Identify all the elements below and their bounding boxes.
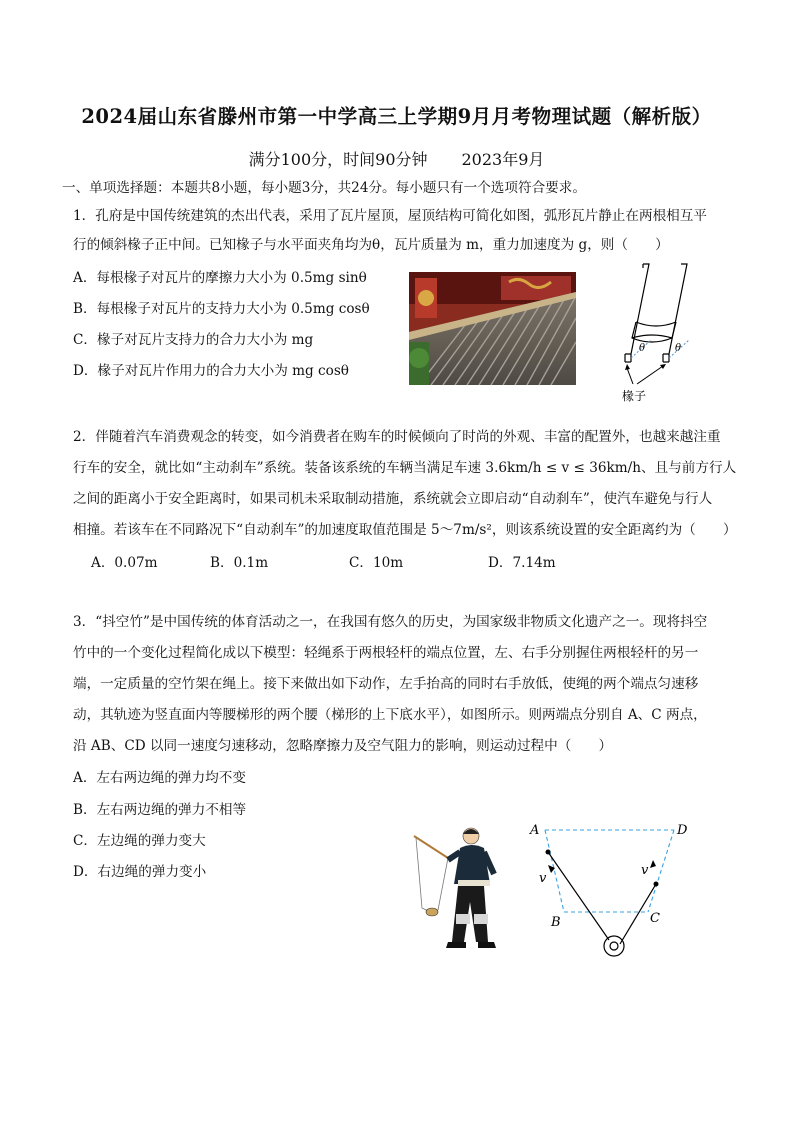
q2-line-4: 相撞。若该车在不同路况下“自动刹车”的加速度取值范围是 5～7m/s²，则该系统设置的安全距离约为（ ） [73, 522, 737, 538]
q2-option-a: A．0.07m [91, 555, 158, 571]
q2-line-1: 2．伴随着汽车消费观念的转变，如今消费者在购车的时候倾向了时尚的外观、丰富的配置外，也越来越注重 [73, 429, 721, 445]
q1-option-a: A．每根椽子对瓦片的摩擦力大小为 0.5mg sinθ [73, 270, 367, 286]
rafter-label: 椽子 [622, 389, 647, 403]
q3-option-d: D．右边绳的弹力变小 [73, 864, 207, 880]
q1-option-d: D．椽子对瓦片作用力的合力大小为 mg cosθ [73, 363, 349, 379]
q2-line-3: 之间的距离小于安全距离时，如果司机未采取制动措施，系统就会立即启动“自动刹车”，使汽车避免与行人 [73, 491, 713, 507]
exam-info [0, 147, 793, 170]
q1-option-b: B．每根椽子对瓦片的支持力大小为 0.5mg cosθ [73, 301, 370, 317]
velocity-label-right: v [641, 863, 649, 878]
q3-line-5: 沿 AB、CD 以同一速度匀速移动，忽略摩擦力及空气阻力的影响，则运动过程中（ ） [73, 738, 613, 754]
q3-option-a: A．左右两边绳的弹力均不变 [73, 770, 246, 786]
q2-option-b: B．0.1m [210, 555, 269, 571]
point-d-label: D [677, 823, 688, 838]
q2-line-2: 行车的安全，就比如“主动刹车”系统。装备该系统的车辆当满足车速 3.6km/h ≤ v ≤ 36km/h、且与前方行人 [73, 460, 737, 476]
point-b-label: B [551, 915, 561, 930]
rafter-diagram [605, 258, 715, 406]
roof-photo [409, 272, 576, 385]
score-time: 满分100分，时间90分钟 [248, 150, 428, 169]
q3-option-c: C．左边绳的弹力变大 [73, 833, 206, 849]
q3-line-3: 端，一定质量的空竹架在绳上。接下来做出如下动作，左手抬高的同时右手放低，使绳的两个端点匀速移 [73, 676, 699, 692]
q2-option-d: D．7.14m [488, 555, 556, 571]
page-title: 2024届山东省滕州市第一中学高三上学期9月月考物理试题（解析版） [81, 105, 712, 128]
q3-line-4: 动，其轨迹为竖直面内等腰梯形的两个腰（梯形的上下底水平），如图所示。则两端点分别自 A、C 两点， [73, 707, 707, 723]
q3-line-2: 竹中的一个变化过程简化成以下模型：轻绳系于两根轻杆的端点位置，左、右手分别握住两根轻杆的另一 [73, 645, 699, 661]
diabolo-player-illustration [408, 824, 520, 964]
point-a-label: A [530, 823, 540, 838]
exam-date: 2023年9月 [461, 150, 545, 169]
velocity-label-left: v [539, 871, 547, 886]
q1-line-2: 行的倾斜椽子正中间。已知椽子与水平面夹角均为θ，瓦片质量为 m，重力加速度为 g，则（ ） [73, 237, 669, 253]
q1-line-1: 1．孔府是中国传统建筑的杰出代表，采用了瓦片屋顶，屋顶结构可简化如图，弧形瓦片静止在两根相互平 [73, 208, 707, 224]
trapezoid-diagram [526, 818, 691, 960]
q3-option-b: B．左右两边绳的弹力不相等 [73, 802, 247, 818]
theta-label-left: θ [639, 343, 646, 354]
point-c-label: C [650, 911, 660, 926]
section-heading: 一、单项选择题：本题共8小题，每小题3分，共24分。每小题只有一个选项符合要求。 [62, 180, 586, 196]
q1-option-c: C．椽子对瓦片支持力的合力大小为 mg [73, 332, 314, 348]
q2-option-c: C．10m [349, 555, 404, 571]
theta-label-right: θ [675, 343, 682, 354]
q3-line-1: 3．“抖空竹”是中国传统的体育活动之一，在我国有悠久的历史，为国家级非物质文化遗产之一。现将抖空 [73, 614, 708, 630]
